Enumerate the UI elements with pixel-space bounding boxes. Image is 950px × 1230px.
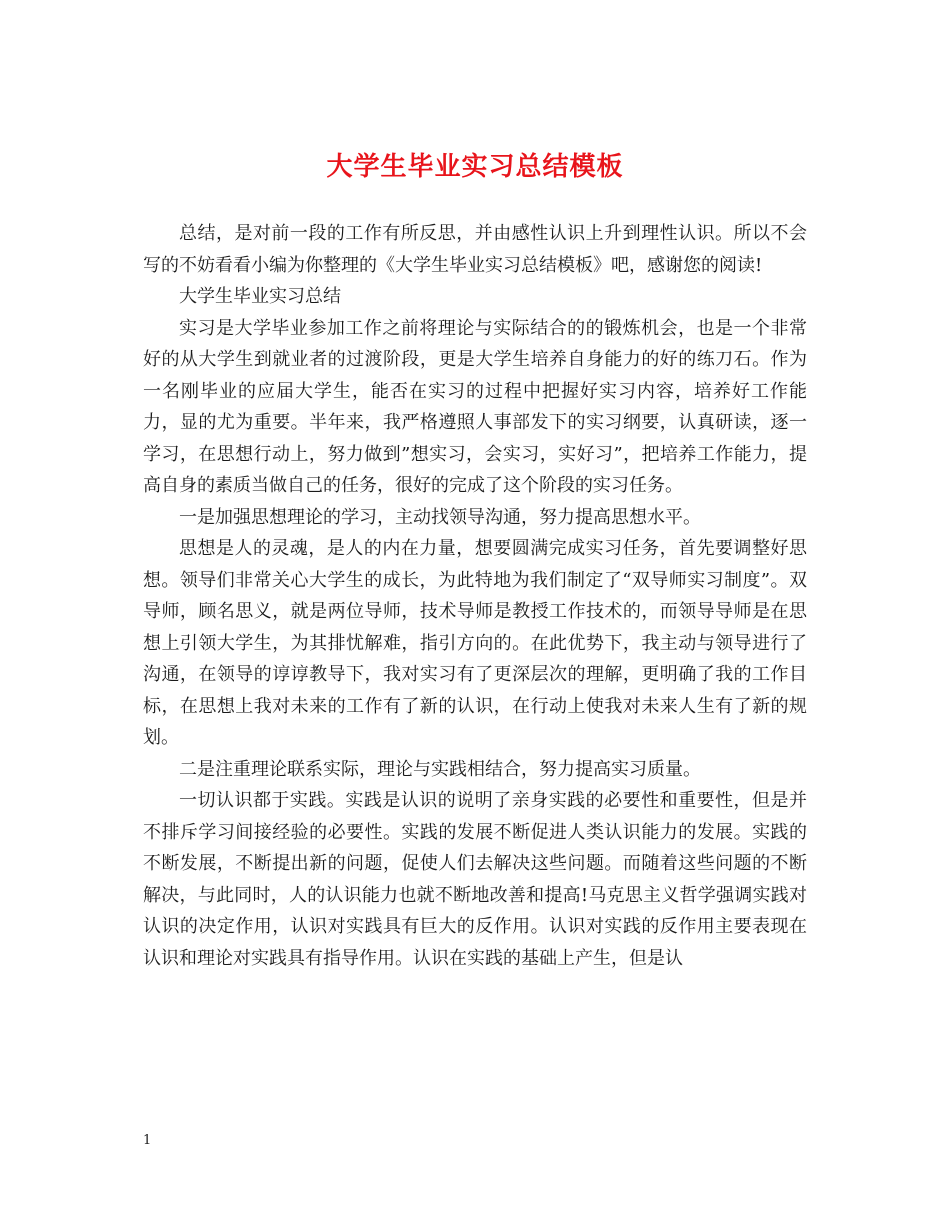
document-title: 大学生毕业实习总结模板	[326, 152, 624, 182]
page-number: 1	[143, 1133, 152, 1148]
body-paragraph: 一切认识都于实践。实践是认识的说明了亲身实践的必要性和重要性，但是并不排斥学习间接经验的必要性。实践的发展不断促进人类认识能力的发展。实践的不断发展，不断提出新的问题，促使人们去解决这些问题。而随着这些问题的不断解决，与此同时，人的认识能力也就不断地改善和提高!马克思主义哲学强调实践对认识的决定作用，认识对实践具有巨大的反作用。认识对实践的反作用主要表现在认识和理论对实践具有指导作用。认识在实践的基础上产生，但是认	[143, 790, 807, 969]
section-heading: 大学生毕业实习总结	[179, 286, 341, 307]
body-paragraph: 思想是人的灵魂，是人的内在力量，想要圆满完成实习任务，首先要调整好思想。领导们非常关心大学生的成长，为此特地为我们制定了“双导师实习制度”。双导师，顾名思义，就是两位导师，技术导师是教授工作技术的，而领导导师是在思想上引领大学生，为其排忧解难，指引方向的。在此优势下，我主动与领导进行了沟通，在领导的谆谆教导下，我对实习有了更深层次的理解，更明确了我的工作目标，在思想上我对未来的工作有了新的认识，在行动上使我对未来人生有了新的规划。	[143, 538, 807, 748]
document-body	[143, 218, 807, 974]
intro-paragraph: 总结，是对前一段的工作有所反思，并由感性认识上升到理性认识。所以不会写的不妨看看小编为你整理的《大学生毕业实习总结模板》吧，感谢您的阅读!	[143, 223, 807, 276]
body-paragraph: 实习是大学毕业参加工作之前将理论与实际结合的的锻炼机会，也是一个非常好的从大学生到就业者的过渡阶段，更是大学生培养自身能力的好的练刀石。作为一名刚毕业的应届大学生，能否在实习的过程中把握好实习内容，培养好工作能力，显的尤为重要。半年来，我严格遵照人事部发下的实习纲要，认真研读，逐一学习，在思想行动上，努力做到”想实习，会实习，实好习”，把培养工作能力，提高自身的素质当做自己的任务，很好的完成了这个阶段的实习任务。	[143, 317, 807, 496]
point-two-heading: 二是注重理论联系实际，理论与实践相结合，努力提高实习质量。	[179, 758, 701, 780]
point-one-heading: 一是加强思想理论的学习，主动找领导沟通，努力提高思想水平。	[179, 506, 701, 528]
